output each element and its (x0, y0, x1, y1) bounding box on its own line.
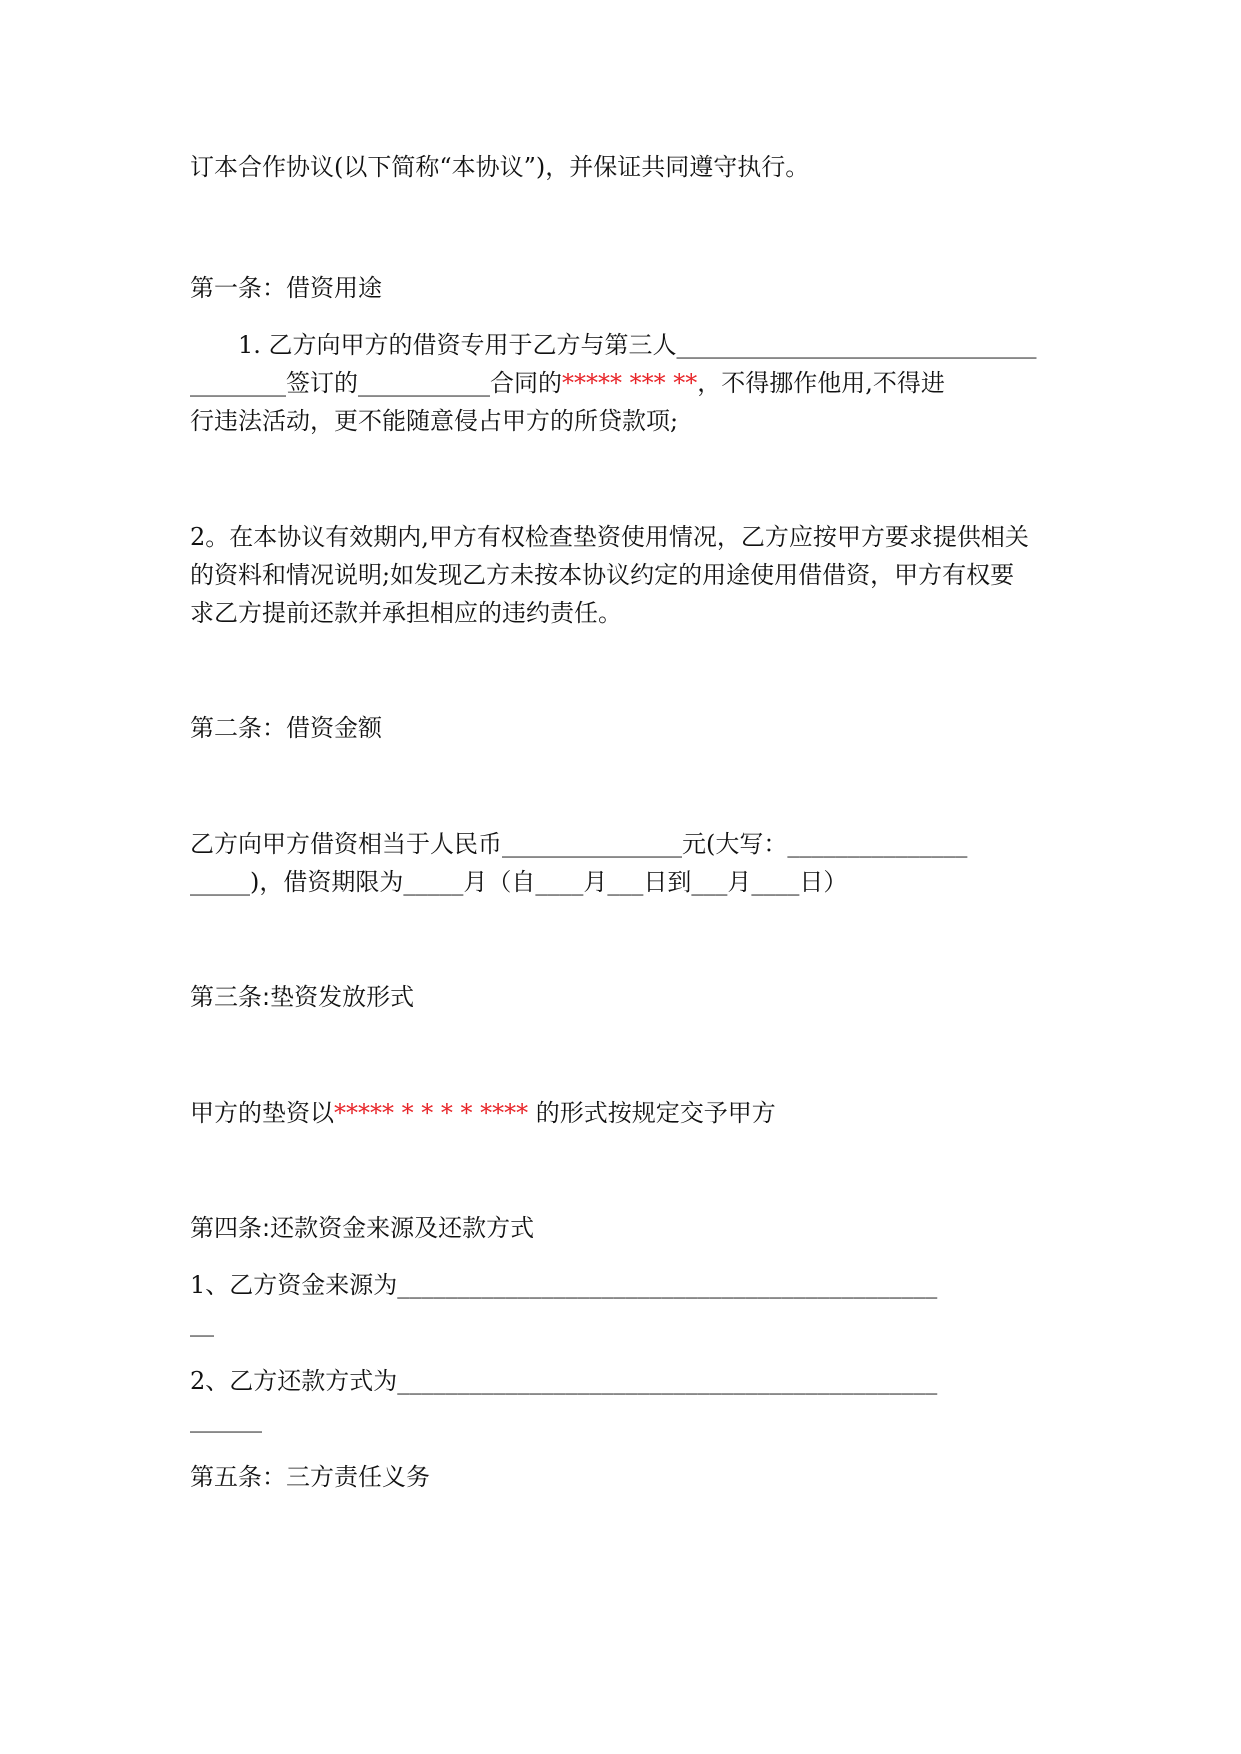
article-4-item1-line2: __ (190, 1309, 214, 1337)
article-1-heading: 第一条：借资用途 (190, 274, 382, 302)
article-4-item2-line1: 2、乙方还款方式为_____________________________________________ (190, 1367, 938, 1395)
article-4-heading: 第四条:还款资金来源及还款方式 (190, 1214, 535, 1242)
article-1-p1-line2 (190, 368, 945, 398)
article-3-text (190, 1098, 776, 1128)
article-3-heading: 第三条:垫资发放形式 (190, 983, 415, 1011)
article-2-line2: _____)，借资期限为_____月（自____月___日到___月____日） (190, 868, 848, 896)
article-2-heading: 第二条：借资金额 (190, 714, 382, 742)
article-2-line1: 乙方向甲方借资相当于人民币_______________元(大写：_______________ (190, 830, 968, 858)
article-1-p2-line2: 的资料和情况说明;如发现乙方未按本协议约定的用途使用借借资，甲方有权要 (190, 561, 1015, 589)
redacted-text: ***** *** ** (562, 369, 698, 397)
article-4-item2-line2: ______ (190, 1405, 262, 1433)
article-3-text-a: 甲方的垫资以 (190, 1099, 334, 1127)
article-1-p1-line1: 1. 乙方向甲方的借资专用于乙方与第三人______________________________ (238, 331, 1037, 359)
redacted-text: ***** * * * * **** (334, 1099, 529, 1127)
article-1-p2-line3: 求乙方提前还款并承担相应的违约责任。 (190, 599, 622, 627)
article-1-p1-line2-text-b: ，不得挪作他用,不得进 (697, 369, 945, 397)
article-1-p2-line1: 2。在本协议有效期内,甲方有权检查垫资使用情况，乙方应按甲方要求提供相关 (190, 523, 1029, 551)
article-4-item1-line1: 1、乙方资金来源为_____________________________________________ (190, 1271, 938, 1299)
article-1-p1-line2-text-a: ________签订的___________合同的 (190, 369, 562, 397)
intro-line: 订本合作协议(以下简称“本协议”)，并保证共同遵守执行。 (190, 153, 810, 181)
article-3-text-b: 的形式按规定交予甲方 (528, 1099, 776, 1127)
article-1-p1-line3: 行违法活动，更不能随意侵占甲方的所贷款项; (190, 407, 679, 435)
article-5-heading: 第五条：三方责任义务 (190, 1463, 430, 1491)
